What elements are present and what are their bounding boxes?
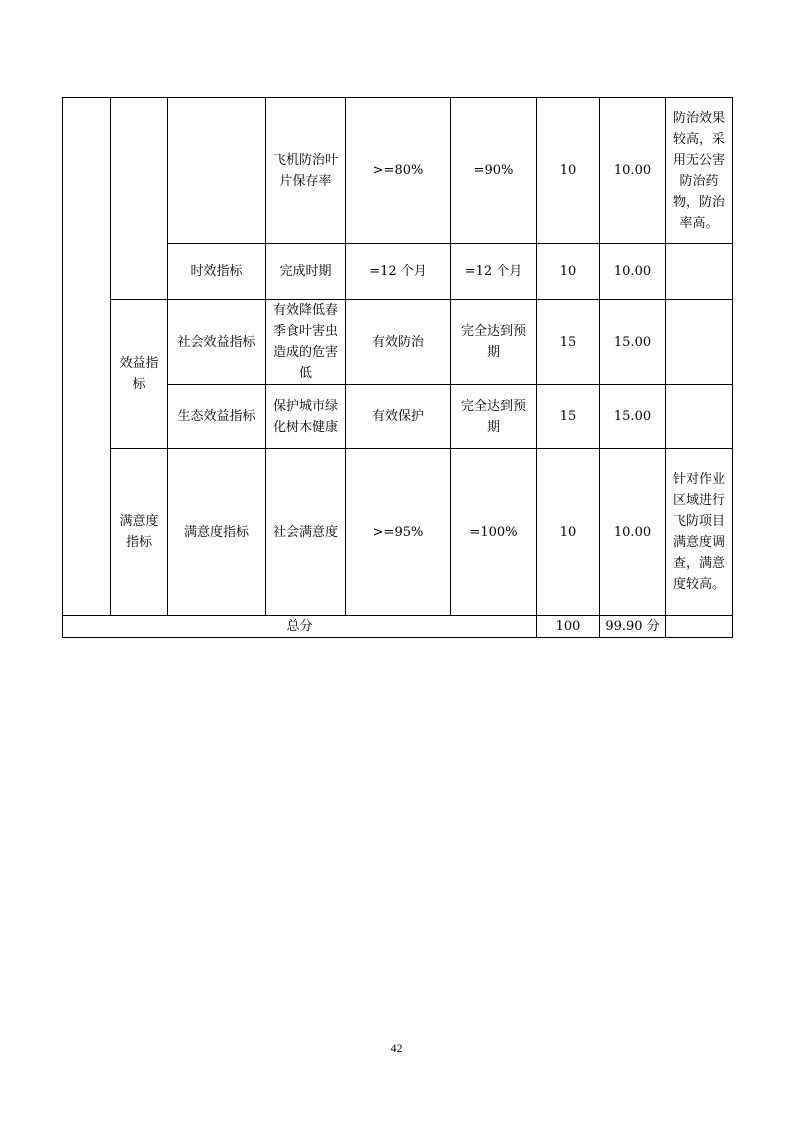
table-row (63, 300, 733, 385)
table-cell: 针对作业区域进行飞防项目满意度调查，满意度较高。 (666, 449, 733, 616)
table-cell: 10.00 (600, 244, 666, 300)
table-cell: 有效保护 (346, 385, 451, 449)
page-number: 42 (390, 1041, 403, 1055)
table-cell: 10 (537, 244, 600, 300)
table-cell (666, 300, 733, 385)
table-cell: 社会满意度 (266, 449, 346, 616)
table-cell: 生态效益指标 (168, 385, 266, 449)
table-cell: 保护城市绿化树木健康 (266, 385, 346, 449)
table-cell (666, 385, 733, 449)
table-cell (666, 244, 733, 300)
table-cell: 有效防治 (346, 300, 451, 385)
table-cell: 满意度指标 (168, 449, 266, 616)
table-cell: >=95% (346, 449, 451, 616)
table-cell: 完全达到预期 (451, 385, 537, 449)
table-cell (63, 98, 111, 616)
table-cell: >=80% (346, 98, 451, 244)
table-cell: 有效降低春季食叶害虫造成的危害低 (266, 300, 346, 385)
total-weight: 100 (537, 616, 600, 638)
total-score: 99.90 分 (600, 616, 666, 638)
table-cell (168, 98, 266, 244)
table-cell: 效益指标 (111, 300, 168, 449)
table-cell: 满意度指标 (111, 449, 168, 616)
table-cell: 完全达到预期 (451, 300, 537, 385)
table-cell: 15 (537, 300, 600, 385)
total-label: 总分 (63, 616, 537, 638)
table-cell: 10.00 (600, 98, 666, 244)
table-cell: 完成时期 (266, 244, 346, 300)
performance-indicator-table (62, 97, 733, 638)
total-row (63, 616, 733, 638)
table-row (63, 98, 733, 244)
table-cell: =12 个月 (346, 244, 451, 300)
table-cell: 社会效益指标 (168, 300, 266, 385)
table-row (63, 449, 733, 616)
table-cell: =90% (451, 98, 537, 244)
table-cell: 15.00 (600, 300, 666, 385)
total-note (666, 616, 733, 638)
table-cell: 10.00 (600, 449, 666, 616)
table-cell: 10 (537, 449, 600, 616)
table-cell: =100% (451, 449, 537, 616)
table-cell: 飞机防治叶片保存率 (266, 98, 346, 244)
table-cell: =12 个月 (451, 244, 537, 300)
table-cell: 10 (537, 98, 600, 244)
table-cell: 15 (537, 385, 600, 449)
table-cell (111, 98, 168, 300)
table-cell: 防治效果较高，采用无公害防治药物，防治率高。 (666, 98, 733, 244)
table-cell: 时效指标 (168, 244, 266, 300)
table-cell: 15.00 (600, 385, 666, 449)
